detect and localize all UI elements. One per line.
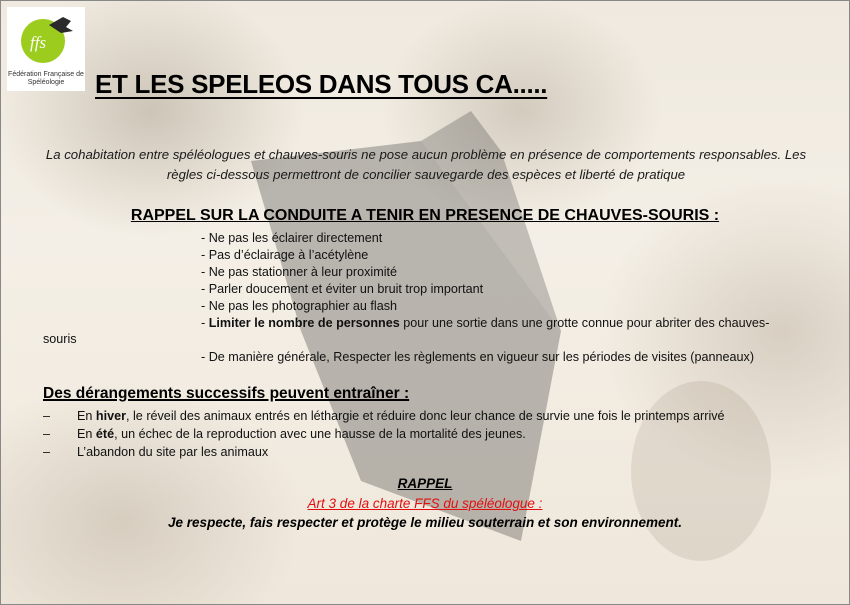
conduct-rule: - De manière générale, Respecter les règlements en vigueur sur les périodes de visites (panneaux) [201, 350, 755, 364]
conduct-rule: - Ne pas les éclairer directement [201, 231, 383, 245]
conduct-rule: - Ne pas stationner à leur proximité [201, 265, 397, 279]
charter-article: Art 3 de la charte FFS du spéléologue : [307, 496, 543, 511]
conduct-rule-wrap: souris [43, 332, 77, 346]
ffs-logo [7, 7, 85, 91]
ffs-logo-icon [19, 11, 75, 69]
logo-org-name: Fédération Française de Spéléologie [8, 71, 84, 86]
svg-text:ffs: ffs [30, 33, 47, 52]
conduct-rule: - Ne pas les photographier au flash [201, 299, 398, 313]
conduct-rule-limit: - Limiter le nombre de personnes pour une sortie dans une grotte connue pour abriter des chauves- [201, 316, 770, 330]
page-title: ET LES SPELEOS DANS TOUS CA..... [95, 69, 548, 99]
conduct-rules-list [201, 230, 769, 366]
conduct-rule: - Pas d’éclairage à l’acétylène [201, 248, 369, 262]
conduct-heading: RAPPEL SUR LA CONDUITE A TENIR EN PRESENCE DE CHAUVES-SOURIS : [130, 207, 720, 224]
rule-bold-text: Limiter le nombre de personnes [208, 316, 400, 330]
dash-bullet: – [43, 409, 51, 423]
charter-motto: Je respecte, fais respecter et protège le milieu souterrain et son environnement. [168, 515, 682, 530]
intro-paragraph: La cohabitation entre spéléologues et chauves-souris ne pose aucun problème en présence de comportements responsables. Les règles ci-dessous permettront de concilier sauvegarde des espèces et liberté de pratique [45, 147, 807, 182]
disturb-heading: Des dérangements successifs peuvent entraîner : [43, 385, 410, 402]
rappel-label: RAPPEL [397, 476, 453, 491]
dash-bullet: – [43, 427, 51, 441]
conduct-rule: - Parler doucement et éviter un bruit trop important [201, 282, 484, 296]
page: ffs Fédération Française de Spéléologie ET LES SPELEOS DANS TOUS CA..... La cohabitation entre spéléologues et chauves-souris ne pose aucun problème en présence de comportements responsables. Les règles ci-dessous permettront de concilier sauvegarde des espèces et liberté de pratique RAPPEL SUR LA CONDUITE A TENIR EN PRESENCE DE CHAUVES-SOURIS : - Ne pas les éclairer directement - Pas d’éclairage à l’acétylène - Ne pas stationner à leur proximité - Parler doucement et éviter un bruit trop important - Ne pas les photographier au flash - Limiter le nombre de personnes pour une sortie dans une grotte connue pour abriter des chauves- - De manière générale, Respecter les règlements en vigueur sur les périodes de visites (panneaux) souris Des dérangements successifs peuvent entraîner : – En hiver, le réveil des animaux entrés en léthargie et réduire donc leur chance de survie une fois le printemps arrivé – En été, un échec de la reproduction avec une hausse de la mortalité des jeunes. – L’abandon du site par les animaux RAPPEL Art 3 de la charte FFS du spéléologue : Je respecte, fais respecter et protège le milieu souterrain et son environnement. [0, 0, 850, 605]
dash-bullet: – [43, 445, 51, 459]
spacer [201, 332, 769, 349]
